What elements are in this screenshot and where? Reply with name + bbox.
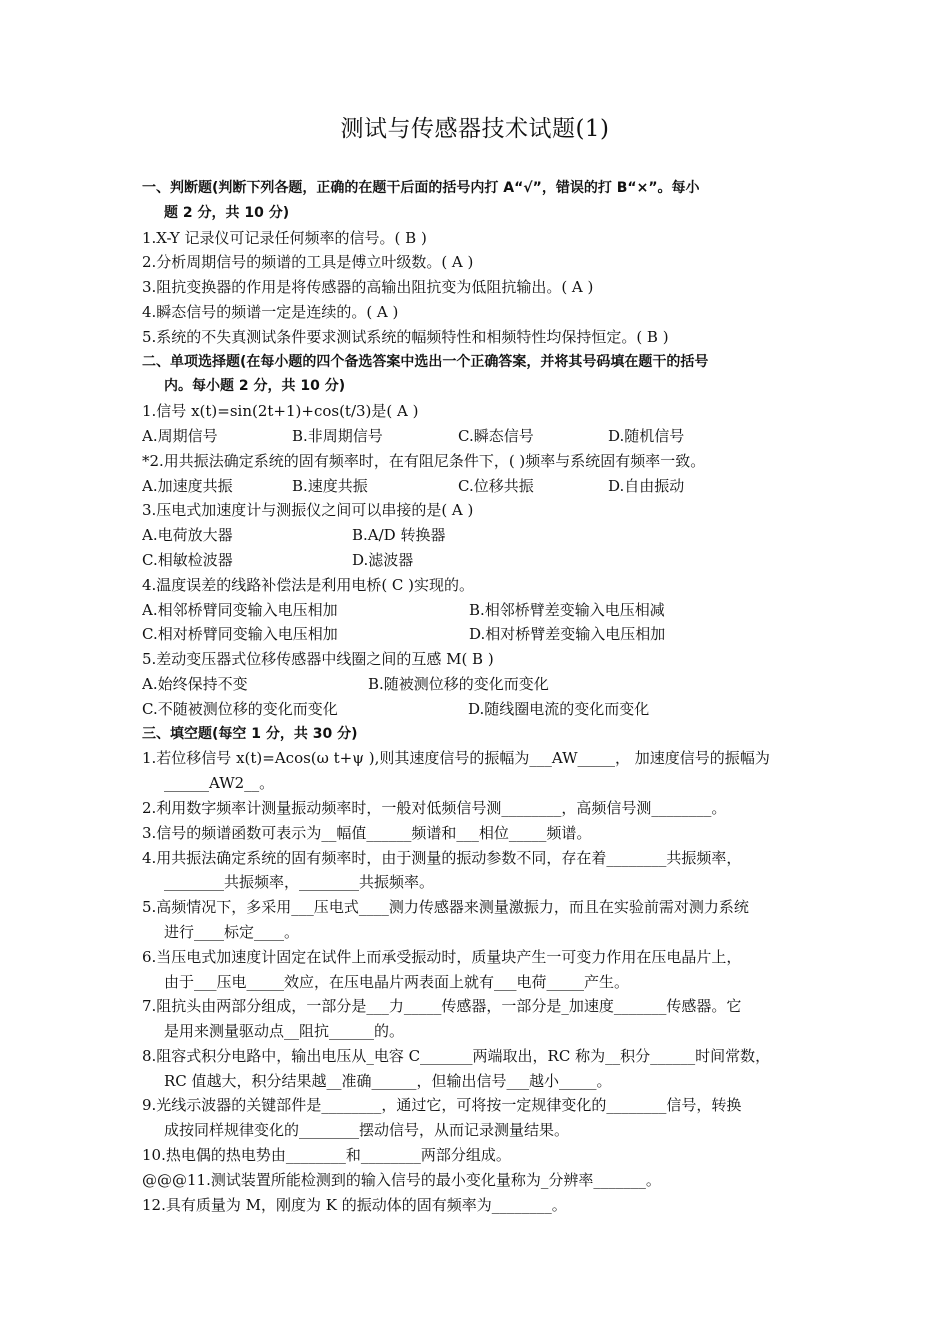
section2-heading-line2: 内。每小题 2 分，共 10 分) bbox=[164, 378, 346, 395]
choice-q1-option-a: A.周期信号 bbox=[142, 426, 218, 445]
choice-q3-option-d: D.滤波器 bbox=[352, 550, 414, 569]
choice-q2-option-b: B.速度共振 bbox=[292, 476, 368, 495]
choice-q4-option-b: B.相邻桥臂差变输入电压相减 bbox=[469, 600, 665, 619]
choice-q1-stem: 1.信号 x(t)=sin(2t+1)+cos(t/3)是( A ) bbox=[142, 402, 419, 421]
choice-q5-options-row1 bbox=[142, 672, 814, 697]
choice-q3-option-b: B.A/D 转换器 bbox=[352, 526, 446, 545]
fill-item-6-line1: 6.当压电式加速度计固定在试件上而承受振动时，质量块产生一可变力作用在压电晶片上， bbox=[142, 947, 742, 966]
choice-q3-option-c: C.相敏检波器 bbox=[142, 550, 233, 569]
choice-q5-stem: 5.差动变压器式位移传感器中线圈之间的互感 M( B ) bbox=[142, 650, 494, 669]
exam-content bbox=[142, 176, 814, 1217]
fill-item-7-line2: 是用来测量驱动点__阻抗______的。 bbox=[164, 1022, 405, 1041]
choice-q5-option-b: B.随被测位移的变化而变化 bbox=[368, 674, 549, 693]
fill-item-3: 3.信号的频谱函数可表示为__幅值______频谱和___相位_____频谱。 bbox=[142, 823, 592, 842]
choice-q2-options bbox=[142, 474, 814, 499]
choice-q4-options-row2 bbox=[142, 622, 814, 647]
choice-q4-option-c: C.相对桥臂同变输入电压相加 bbox=[142, 625, 338, 644]
choice-q4-option-a: A.相邻桥臂同变输入电压相加 bbox=[142, 600, 338, 619]
fill-item-9-line1: 9.光线示波器的关键部件是________，通过它，可将按一定规律变化的________信号，转换 bbox=[142, 1096, 742, 1115]
choice-q4-options-row1 bbox=[142, 598, 814, 623]
fill-item-2: 2.利用数字频率计测量振动频率时，一般对低频信号测________，高频信号测________。 bbox=[142, 798, 727, 817]
judge-item-5: 5.系统的不失真测试条件要求测试系统的幅频特性和相频特性均保持恒定。( B ) bbox=[142, 327, 669, 346]
judge-item-4: 4.瞬态信号的频谱一定是连续的。( A ) bbox=[142, 302, 399, 321]
choice-q2-option-a: A.加速度共振 bbox=[142, 476, 233, 495]
choice-q2-option-d: D.自由振动 bbox=[608, 476, 685, 495]
choice-q3-options-row2 bbox=[142, 548, 814, 573]
fill-item-4-line2: ________共振频率，________共振频率。 bbox=[164, 873, 435, 892]
choice-q5-option-c: C.不随被测位移的变化而变化 bbox=[142, 699, 338, 718]
choice-q5-options-row2 bbox=[142, 697, 814, 722]
judge-item-2: 2.分析周期信号的频谱的工具是傅立叶级数。( A ) bbox=[142, 253, 474, 272]
choice-q3-option-a: A.电荷放大器 bbox=[142, 526, 233, 545]
choice-q5-option-d: D.随线圈电流的变化而变化 bbox=[468, 699, 650, 718]
fill-item-12: 12.具有质量为 M，刚度为 K 的振动体的固有频率为________。 bbox=[142, 1195, 567, 1214]
fill-item-5-line2: 进行____标定____。 bbox=[164, 922, 300, 941]
fill-item-8-line1: 8.阻容式积分电路中，输出电压从_电容 C_______两端取出，RC 称为__积分______时间常数， bbox=[142, 1046, 771, 1065]
fill-item-1-line1: 1.若位移信号 x(t)=Acos(ω t+ψ ),则其速度信号的振幅为___AW_____， 加速度信号的振幅为 bbox=[142, 749, 770, 768]
choice-q2-option-c: C.位移共振 bbox=[458, 476, 534, 495]
fill-item-10: 10.热电偶的热电势由________和________两部分组成。 bbox=[142, 1146, 511, 1165]
choice-q3-stem: 3.压电式加速度计与测振仪之间可以串接的是( A ) bbox=[142, 501, 474, 520]
section1-heading-line1: 一、判断题(判断下列各题，正确的在题干后面的括号内打 A“√”，错误的打 B“×”。每小 bbox=[142, 180, 700, 196]
fill-item-1-line2: ______AW2__。 bbox=[164, 774, 275, 793]
fill-item-7-line1: 7.阻抗头由两部分组成，一部分是___力_____传感器，一部分是_加速度_______传感器。它 bbox=[142, 997, 742, 1016]
fill-item-6-line2: 由于___压电_____效应，在压电晶片两表面上就有___电荷_____产生。 bbox=[164, 972, 630, 991]
judge-item-3: 3.阻抗变换器的作用是将传感器的高输出阻抗变为低阻抗输出。( A ) bbox=[142, 278, 594, 297]
fill-item-11: @@@11.测试装置所能检测到的输入信号的最小变化量称为_分辨率_______。 bbox=[142, 1170, 661, 1189]
choice-q5-option-a: A.始终保持不变 bbox=[142, 674, 248, 693]
fill-item-5-line1: 5.高频情况下，多采用___压电式____测力传感器来测量激振力，而且在实验前需对测力系统 bbox=[142, 898, 749, 917]
choice-q1-option-b: B.非周期信号 bbox=[292, 426, 383, 445]
section3-heading: 三、填空题(每空 1 分，共 30 分) bbox=[142, 725, 358, 742]
fill-item-9-line2: 成按同样规律变化的________摆动信号，从而记录测量结果。 bbox=[164, 1121, 570, 1140]
choice-q3-options-row1 bbox=[142, 523, 814, 548]
page-title: 测试与传感器技术试题(1) bbox=[340, 116, 610, 142]
fill-item-8-line2: RC 值越大，积分结果越__准确______，但输出信号___越小_____。 bbox=[164, 1071, 612, 1090]
choice-q4-stem: 4.温度误差的线路补偿法是利用电桥( C )实现的。 bbox=[142, 575, 475, 594]
choice-q1-options bbox=[142, 424, 814, 449]
choice-q2-stem: *2.用共振法确定系统的固有频率时，在有阻尼条件下，( )频率与系统固有频率一致。 bbox=[142, 451, 706, 470]
section2-heading-line1: 二、单项选择题(在每小题的四个备选答案中选出一个正确答案，并将其号码填在题干的括号 bbox=[142, 353, 709, 370]
choice-q1-option-c: C.瞬态信号 bbox=[458, 426, 534, 445]
judge-item-1: 1.X-Y 记录仪可记录任何频率的信号。( B ) bbox=[142, 228, 427, 247]
section1-heading-line2: 题 2 分，共 10 分) bbox=[164, 204, 290, 221]
choice-q1-option-d: D.随机信号 bbox=[608, 426, 685, 445]
choice-q4-option-d: D.相对桥臂差变输入电压相加 bbox=[469, 625, 666, 644]
fill-item-4-line1: 4.用共振法确定系统的固有频率时，由于测量的振动参数不同，存在着________共振频率， bbox=[142, 848, 742, 867]
